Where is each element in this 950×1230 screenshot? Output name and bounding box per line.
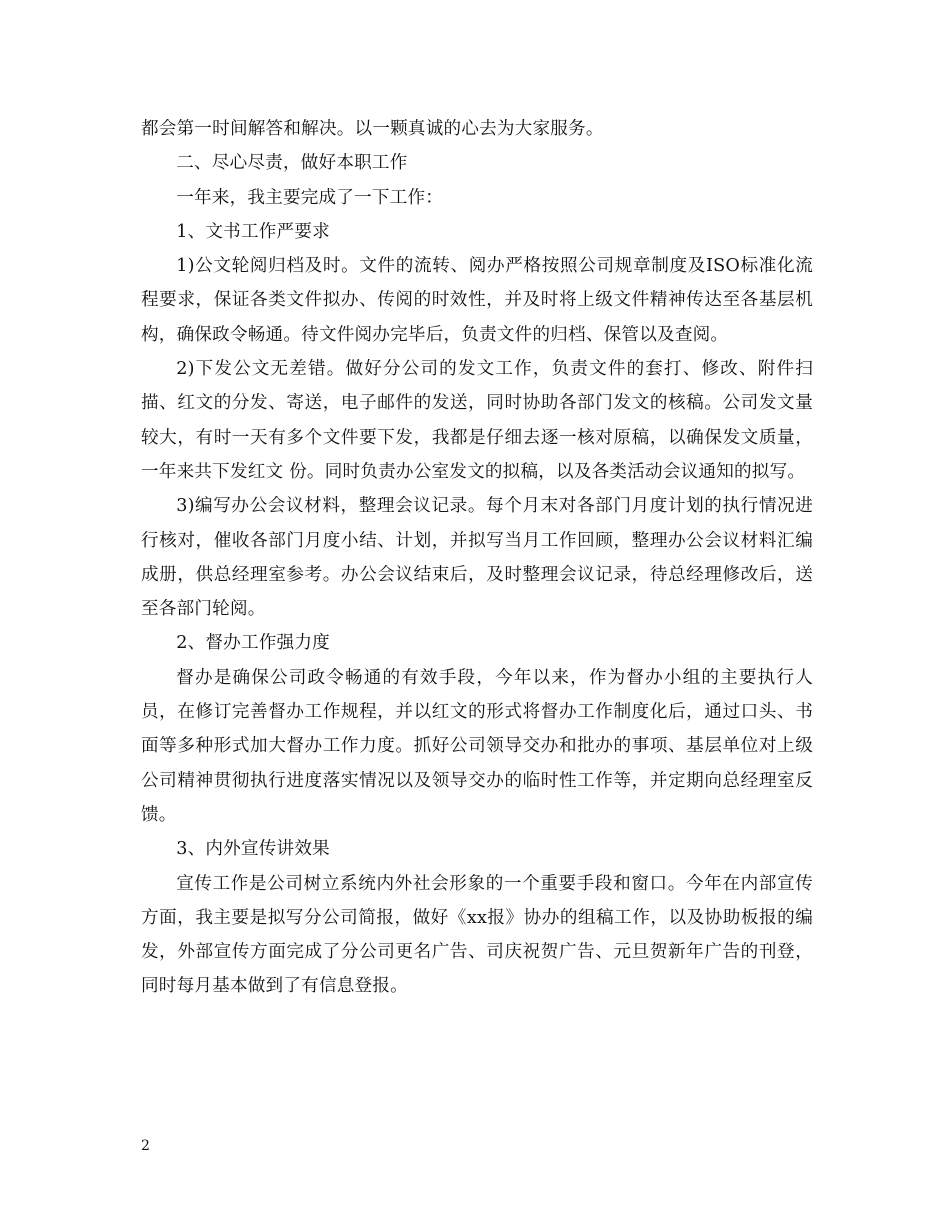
subheading-supervision: 2、督办工作强力度 bbox=[176, 633, 330, 654]
document-body bbox=[141, 112, 813, 1004]
paragraph-item-1: 1)公文轮阅归档及时。文件的流转、阅办严格按照公司规章制度及ISO标准化流程要求，保证各类文件拟办、传阅的时效性，并及时将上级文件精神传达至各基层机构，确保政令畅通。待文件阅办完毕后，负责文件的归档、保管以及查阅。 bbox=[141, 256, 813, 345]
paragraph-publicity: 宣传工作是公司树立系统内外社会形象的一个重要手段和窗口。今年在内部宣传方面，我主要是拟写分公司简报，做好《xx报》协办的组稿工作，以及协助板报的编发，外部宣传方面完成了分公司更名广告、司庆祝贺广告、元旦贺新年广告的刊登，同时每月基本做到了有信息登报。 bbox=[141, 873, 813, 997]
paragraph-supervision: 督办是确保公司政令畅通的有效手段，今年以来，作为督办小组的主要执行人员，在修订完善督办工作规程，并以红文的形式将督办工作制度化后，通过口头、书面等多种形式加大督办工作力度。抓好公司领导交办和批办的事项、基层单位对上级公司精神贯彻执行进度落实情况以及领导交办的临时性工作等，并定期向总经理室反馈。 bbox=[141, 667, 813, 825]
subheading-publicity: 3、内外宣传讲效果 bbox=[176, 839, 330, 860]
paragraph-item-2: 2)下发公文无差错。做好分公司的发文工作，负责文件的套打、修改、附件扫描、红文的分发、寄送，电子邮件的发送，同时协助各部门发文的核稿。公司发文量较大，有时一天有多个文件要下发，我都是仔细去逐一核对原稿，以确保发文质量，一年来共下发红文 份。同时负责办公室发文的拟稿，以及各类活动会议通知的拟写。 bbox=[141, 359, 813, 482]
page-number: 2 bbox=[141, 1138, 150, 1154]
paragraph-item-3: 3)编写办公会议材料，整理会议记录。每个月末对各部门月度计划的执行情况进行核对，催收各部门月度小结、计划，并拟写当月工作回顾，整理办公会议材料汇编成册，供总经理室参考。办公会议结束后，及时整理会议记录，待总经理修改后，送至各部门轮阅。 bbox=[141, 496, 813, 620]
subheading-document-work: 1、文书工作严要求 bbox=[176, 221, 330, 242]
paragraph-continuation: 都会第一时间解答和解决。以一颗真诚的心去为大家服务。 bbox=[141, 119, 604, 139]
paragraph-intro: 一年来，我主要完成了一下工作： bbox=[176, 187, 444, 208]
section-heading-2: 二、尽心尽责，做好本职工作 bbox=[176, 153, 408, 174]
